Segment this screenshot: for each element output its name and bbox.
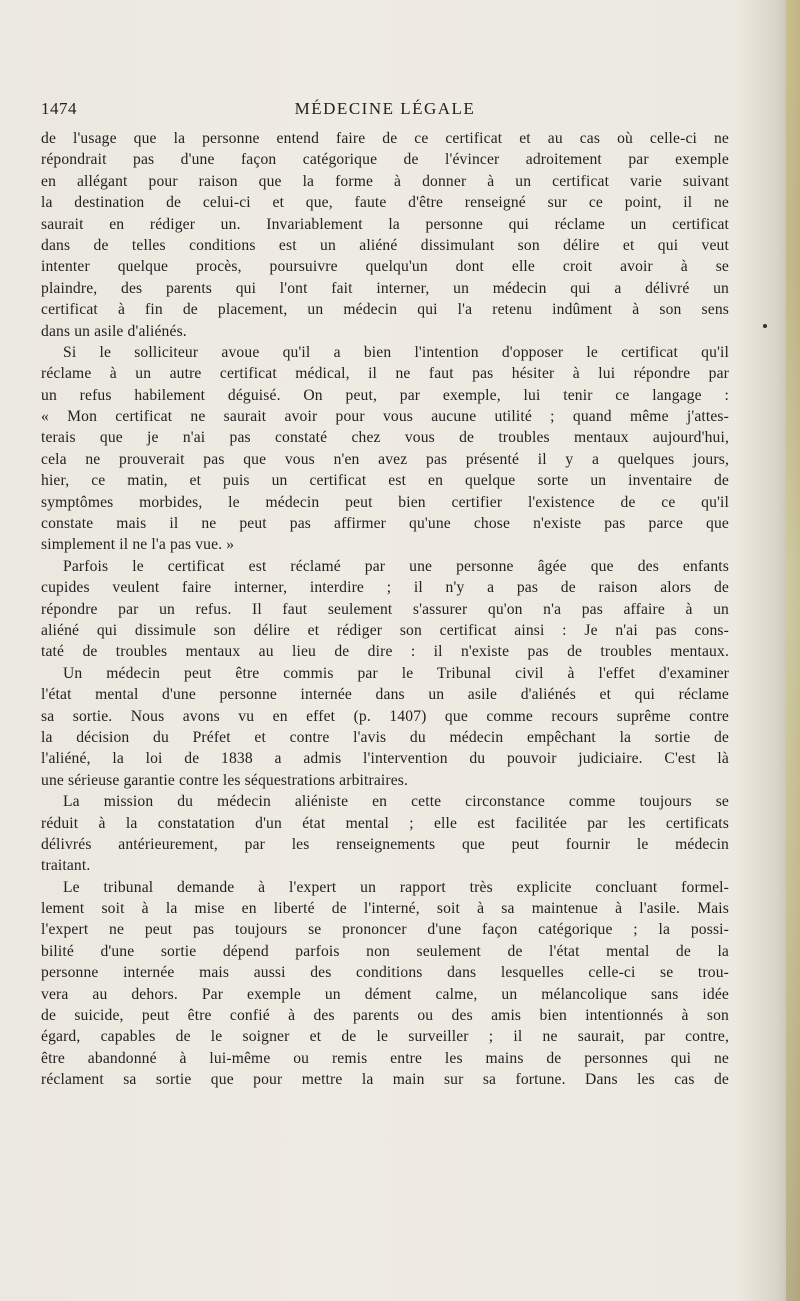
text-line: une sérieuse garantie contre les séquestrations arbitraires. xyxy=(41,771,409,789)
text-line: constate mais il ne peut pas affirmer qu'une chose n'existe pas parce que xyxy=(41,515,729,533)
text-line: de l'usage que la personne entend faire de ce certificat et au cas où celle-ci ne xyxy=(41,130,729,147)
text-line: personne internée mais aussi des conditions dans lesquelles celle-ci se trou- xyxy=(41,964,729,982)
page-edge xyxy=(786,0,800,1301)
ink-speck xyxy=(763,324,767,328)
body-text xyxy=(41,128,729,1091)
text-line: simplement il ne l'a pas vue. » xyxy=(41,536,235,554)
text-line: l'aliéné, la loi de 1838 a admis l'intervention du pouvoir judiciaire. C'est là xyxy=(41,750,729,768)
text-line: réduit à la constatation d'un état mental ; elle est facilitée par les certificats xyxy=(41,814,729,832)
text-line: hier, ce matin, et puis un certificat est en quelque sorte un inventaire de xyxy=(41,472,729,490)
text-line: de suicide, peut être confié à des parents ou des amis bien intentionnés à son xyxy=(41,1007,729,1025)
text-line: traitant. xyxy=(41,857,91,875)
text-line: la décision du Préfet et contre l'avis du médecin empêchant la sortie de xyxy=(41,728,729,746)
text-line: « Mon certificat ne saurait avoir pour vous aucune utilité ; quand même j'attes- xyxy=(41,408,729,426)
text-line: répondre par un refus. Il faut seulement s'assurer qu'on n'a pas affaire à un xyxy=(41,600,729,618)
text-line: Un médecin peut être commis par le Tribunal civil à l'effet d'examiner xyxy=(63,664,729,682)
text-line: aliéné qui dissimule son délire et rédiger son certificat ainsi : Je n'ai pas cons- xyxy=(41,621,729,639)
text-line: dans de telles conditions est un aliéné dissimulant son délire et qui veut xyxy=(41,236,729,254)
text-line: La mission du médecin aliéniste en cette circonstance comme toujours se xyxy=(63,793,729,811)
text-line: vera au dehors. Par exemple un dément calme, un mélancolique sans idée xyxy=(41,985,729,1003)
text-line: être abandonné à lui-même ou remis entre les mains de personnes qui ne xyxy=(41,1049,729,1067)
text-line: cela ne prouverait pas que vous n'en avez pas présenté il y a quelques jours, xyxy=(41,450,729,468)
text-line: Le tribunal demande à l'expert un rapport très explicite concluant formel- xyxy=(63,878,729,896)
text-line: sa sortie. Nous avons vu en effet (p. 1407) que comme recours suprême contre xyxy=(41,707,729,725)
text-line: certificat à fin de placement, un médecin qui l'a retenu indûment à son sens xyxy=(41,301,729,319)
text-line: l'état mental d'une personne internée dans un asile d'aliénés et qui réclame xyxy=(41,686,729,704)
text-line: dans un asile d'aliénés. xyxy=(41,322,187,340)
text-line: bilité d'une sortie dépend parfois non seulement de l'état mental de la xyxy=(41,942,729,960)
text-line: en allégant pour raison que la forme à donner à un certificat varie suivant xyxy=(41,172,729,190)
text-line: la destination de celui-ci et que, faute d'être renseigné sur ce point, il ne xyxy=(41,194,729,212)
text-line: un refus habilement déguisé. On peut, par exemple, lui tenir ce langage : xyxy=(41,386,729,404)
text-line: réclame à un autre certificat médical, il ne faut pas hésiter à lui répondre par xyxy=(41,365,729,383)
text-line: l'expert ne peut pas toujours se prononcer d'une façon catégorique ; la possi- xyxy=(41,921,729,939)
text-line: terais que je n'ai pas constaté chez vous de troubles mentaux aujourd'hui, xyxy=(41,429,729,447)
text-line: répondrait pas d'une façon catégorique de l'évincer adroitement par exemple xyxy=(41,151,729,169)
text-line: Si le solliciteur avoue qu'il a bien l'intention d'opposer le certificat qu'il xyxy=(63,343,729,361)
text-line: saurait en rédiger un. Invariablement la personne qui réclame un certificat xyxy=(41,215,729,233)
text-line: taté de troubles mentaux au lieu de dire : il n'existe pas de troubles mentaux. xyxy=(41,643,729,661)
text-line: lement soit à la mise en liberté de l'interné, soit à sa maintenue à l'asile. Mais xyxy=(41,900,729,918)
running-title: MÉDECINE LÉGALE xyxy=(294,99,476,118)
text-line: délivrés antérieurement, par les renseignements que peut fournir le médecin xyxy=(41,835,729,853)
text-line: intenter quelque procès, poursuivre quelqu'un dont elle croit avoir à se xyxy=(41,258,729,276)
text-line: réclament sa sortie que pour mettre la main sur sa fortune. Dans les cas de xyxy=(41,1071,729,1089)
text-line: symptômes morbides, le médecin peut bien certifier l'existence de ce qu'il xyxy=(41,493,729,511)
page-header xyxy=(41,99,729,123)
text-line: cupides veulent faire interner, interdire ; il n'y a pas de raison alors de xyxy=(41,579,729,597)
page-number: 1474 xyxy=(41,99,77,118)
text-line: plaindre, des parents qui l'ont fait interner, un médecin qui a délivré un xyxy=(41,279,729,297)
text-line: Parfois le certificat est réclamé par une personne âgée que des enfants xyxy=(63,557,729,575)
text-line: égard, capables de le soigner et de le surveiller ; il ne saurait, par contre, xyxy=(41,1028,729,1046)
